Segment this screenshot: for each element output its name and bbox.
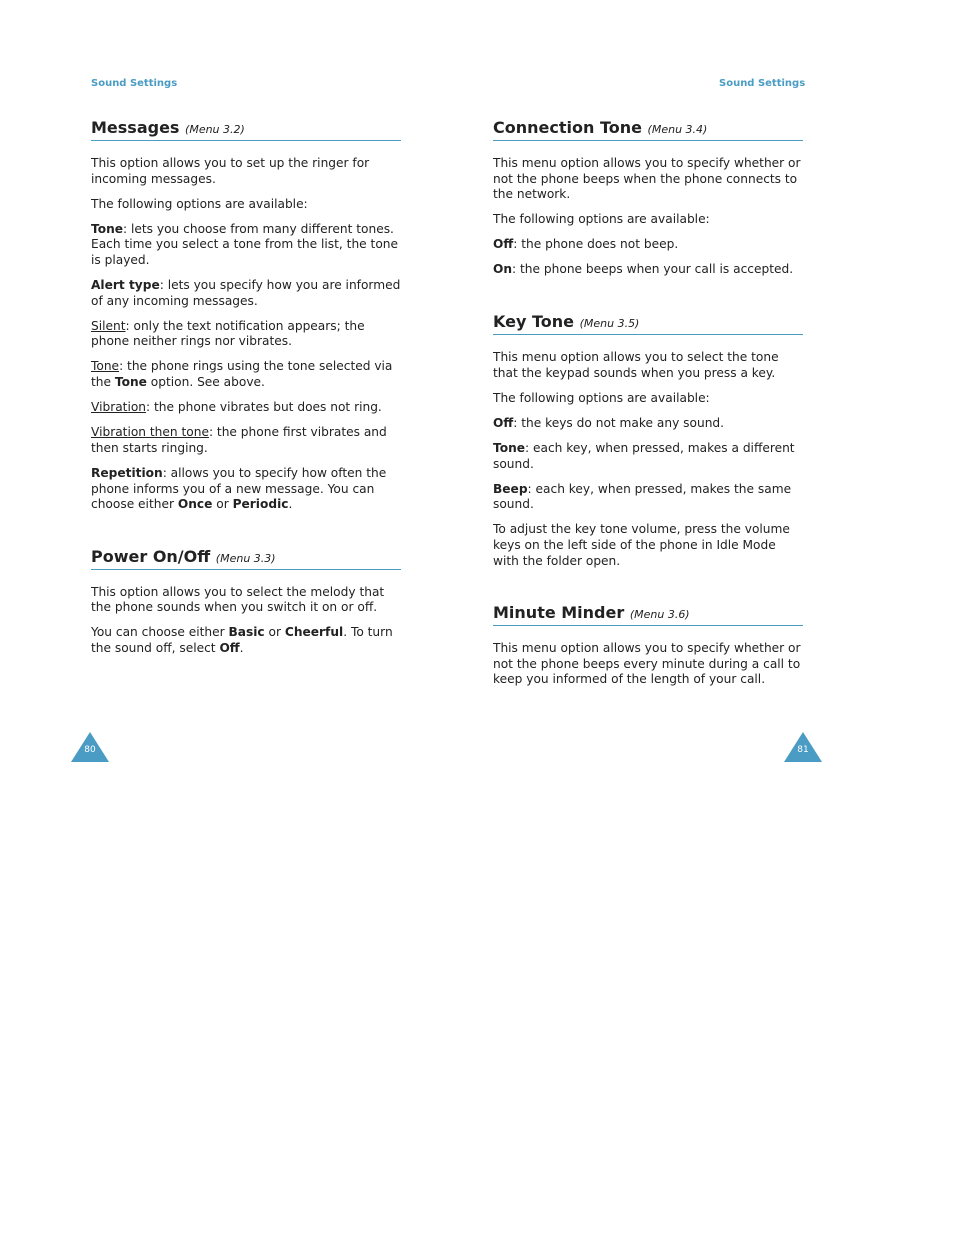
paragraph: The following options are available: — [493, 212, 710, 227]
section-messages — [91, 118, 401, 513]
option-repetition: Repetition: allows you to specify how often the phone informs you of a new message. You can choose either Once or Periodic. — [91, 465, 387, 512]
section-power-on-off — [91, 547, 401, 657]
section-title-minute-minder: Minute Minder (Menu 3.6) — [493, 603, 803, 626]
section-key-tone — [493, 312, 803, 569]
option-off: Off: the keys do not make any sound. — [493, 415, 725, 430]
section-connection-tone — [493, 118, 803, 278]
paragraph: This option allows you to set up the ringer for incoming messages. — [91, 156, 370, 186]
suboption-vibration-then-tone: Vibration then tone: the phone first vibrates and then starts ringing. — [91, 425, 387, 455]
paragraph: You can choose either Basic or Cheerful. To turn the sound off, select Off. — [91, 625, 393, 655]
running-header-right: Sound Settings — [719, 78, 806, 89]
suboption-tone: Tone: the phone rings using the tone selected via the Tone option. See above. — [91, 359, 393, 390]
section-title-messages: Messages (Menu 3.2) — [91, 118, 401, 141]
running-header-left: Sound Settings — [91, 78, 178, 89]
menu-number: (Menu 3.5) — [579, 317, 640, 331]
menu-number: (Menu 3.2) — [185, 123, 245, 136]
paragraph: To adjust the key tone volume, press the volume keys on the left side of the phone in Idle Mode with the folder open. — [493, 522, 790, 568]
option-tone: Tone: lets you choose from many different tones. Each time you select a tone from the list, the tone is played. — [91, 221, 398, 267]
paragraph: This menu option allows you to select the tone that the keypad sounds when you press a key. — [493, 350, 779, 380]
right-column — [493, 118, 803, 722]
section-minute-minder — [493, 603, 803, 688]
section-title-power-on-off: Power On/Off (Menu 3.3) — [91, 547, 401, 570]
option-tone: Tone: each key, when pressed, makes a different sound. — [493, 440, 795, 471]
option-beep: Beep: each key, when pressed, makes the same sound. — [493, 481, 792, 512]
option-off: Off: the phone does not beep. — [493, 237, 679, 252]
menu-number: (Menu 3.6) — [629, 608, 690, 622]
paragraph: This option allows you to select the melody that the phone sounds when you switch it on or off. — [91, 584, 385, 615]
suboption-silent: Silent: only the text notification appears; the phone neither rings nor vibrates. — [91, 318, 365, 349]
menu-number: (Menu 3.3) — [215, 551, 276, 565]
suboption-vibration: Vibration: the phone vibrates but does not ring. — [91, 400, 382, 415]
option-alert-type: Alert type: lets you specify how you are informed of any incoming messages. — [91, 278, 401, 308]
paragraph: The following options are available: — [493, 390, 710, 405]
menu-number: (Menu 3.4) — [647, 123, 708, 136]
paragraph: The following options are available: — [91, 196, 308, 211]
section-title-connection-tone: Connection Tone (Menu 3.4) — [493, 118, 803, 141]
option-on: On: the phone beeps when your call is accepted. — [493, 262, 794, 277]
section-title-key-tone: Key Tone (Menu 3.5) — [493, 312, 803, 335]
paragraph: This menu option allows you to specify whether or not the phone beeps every minute during a call to keep you informed of the length of your call. — [493, 641, 801, 687]
page-number-right: 81 — [784, 732, 822, 762]
page-number-left: 80 — [71, 732, 109, 762]
left-column — [91, 118, 401, 691]
paragraph: This menu option allows you to specify whether or not the phone beeps when the phone connects to the network. — [493, 156, 801, 202]
